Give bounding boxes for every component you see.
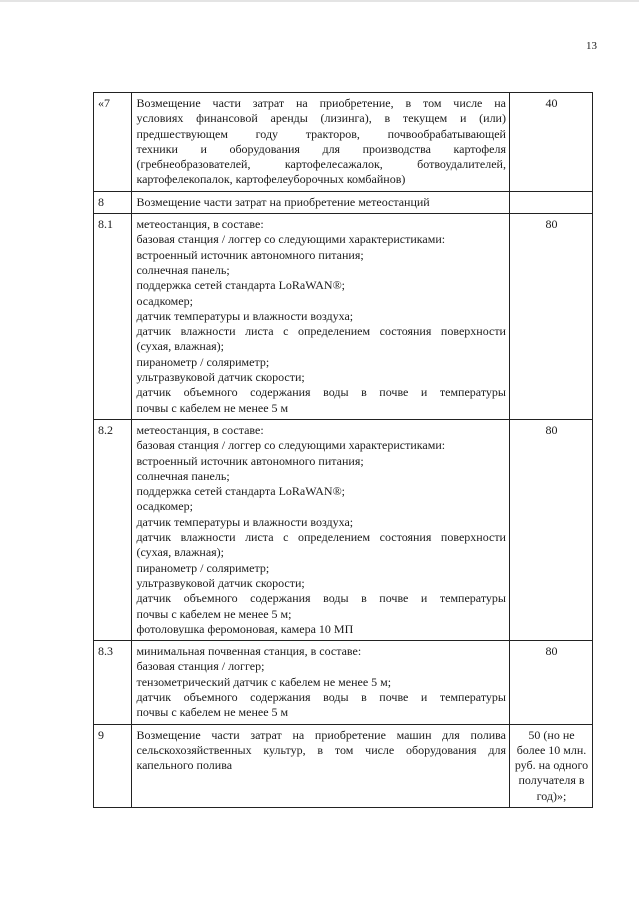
row-rate-value (509, 191, 592, 213)
row-number: 9 (94, 724, 132, 807)
description-line: датчик объемного содержания воды в почве и температуры (136, 385, 506, 400)
description-line: (гребнеобразователей, картофелесажалок, ботвоудалителей, (136, 157, 506, 172)
row-number: 8 (94, 191, 132, 213)
row-rate-value: 50 (но не более 10 млн. руб. на одного получателя в год)»; (509, 724, 592, 807)
subsidy-rates-table (93, 92, 593, 808)
description-line: датчик объемного содержания воды в почве и температуры (136, 591, 506, 606)
table-body (94, 93, 593, 808)
top-edge-rule (0, 0, 639, 2)
description-line: Возмещение части затрат на приобретение, в том числе на (136, 96, 506, 110)
description-line: тензометрический датчик с кабелем не менее 5 м; (136, 674, 392, 689)
description-line: условиях финансовой аренды (лизинга), в текущем и (или) (136, 111, 506, 126)
table-row (94, 93, 593, 192)
row-description (132, 93, 510, 192)
description-line: метеостанция, в составе: (136, 422, 264, 437)
description-line: базовая станция / логгер; (136, 659, 265, 674)
table-row (94, 214, 593, 420)
table-row (94, 641, 593, 724)
description-line: пиранометр / соляриметр; (136, 354, 270, 369)
row-rate-value: 80 (509, 641, 592, 724)
description-line: Возмещение части затрат на приобретение машин для полива (136, 727, 506, 742)
description-line: техники и оборудования для производства картофеля (136, 141, 506, 156)
row-description (132, 191, 510, 213)
description-line: (сухая, влажная); (136, 339, 225, 354)
row-description (132, 214, 510, 420)
row-description (132, 641, 510, 724)
row-number: 8.3 (94, 641, 132, 724)
description-line: встроенный источник автономного питания; (136, 453, 364, 468)
row-number: 8.1 (94, 214, 132, 420)
description-line: почвы с кабелем не менее 5 м (136, 705, 289, 720)
description-line: осадкомер; (136, 293, 193, 308)
description-line: солнечная панель; (136, 468, 230, 483)
description-line: Возмещение части затрат на приобретение метеостанций (136, 194, 430, 209)
description-line: солнечная панель; (136, 262, 230, 277)
description-line: датчик температуры и влажности воздуха; (136, 514, 354, 529)
description-line: пиранометр / соляриметр; (136, 560, 270, 575)
description-line: базовая станция / логгер со следующими характеристиками: (136, 232, 446, 247)
description-line: сельскохозяйственных культур, в том числе оборудования для (136, 742, 506, 757)
row-number: «7 (94, 93, 132, 192)
description-line: поддержка сетей стандарта LoRaWAN®; (136, 484, 346, 499)
row-rate-value: 80 (509, 214, 592, 420)
description-line: почвы с кабелем не менее 5 м (136, 400, 289, 415)
row-number: 8.2 (94, 419, 132, 640)
description-line: метеостанция, в составе: (136, 217, 264, 232)
description-line: фотоловушка феромоновая, камера 10 МП (136, 621, 354, 636)
description-line: предшествующем году тракторов, почвообрабатывающей (136, 126, 506, 141)
page-number: 13 (586, 40, 597, 52)
row-description (132, 724, 510, 807)
description-line: встроенный источник автономного питания; (136, 247, 364, 262)
row-rate-value: 40 (509, 93, 592, 192)
description-line: почвы с кабелем не менее 5 м; (136, 606, 292, 621)
description-line: (сухая, влажная); (136, 545, 225, 560)
description-line: датчик влажности листа с определением состояния поверхности (136, 324, 506, 339)
description-line: базовая станция / логгер со следующими характеристиками: (136, 438, 446, 453)
table-row (94, 724, 593, 807)
table-row (94, 191, 593, 213)
row-description (132, 419, 510, 640)
description-line: датчик температуры и влажности воздуха; (136, 308, 354, 323)
description-line: капельного полива (136, 758, 233, 773)
description-line: ультразвуковой датчик скорости; (136, 575, 305, 590)
row-rate-value: 80 (509, 419, 592, 640)
table-row (94, 419, 593, 640)
description-line: картофелекопалок, картофелеуборочных комбайнов) (136, 172, 406, 187)
description-line: датчик объемного содержания воды в почве и температуры (136, 689, 506, 704)
description-line: датчик влажности листа с определением состояния поверхности (136, 530, 506, 545)
description-line: осадкомер; (136, 499, 193, 514)
description-line: ультразвуковой датчик скорости; (136, 370, 305, 385)
description-line: поддержка сетей стандарта LoRaWAN®; (136, 278, 346, 293)
description-line: минимальная почвенная станция, в составе: (136, 644, 362, 659)
